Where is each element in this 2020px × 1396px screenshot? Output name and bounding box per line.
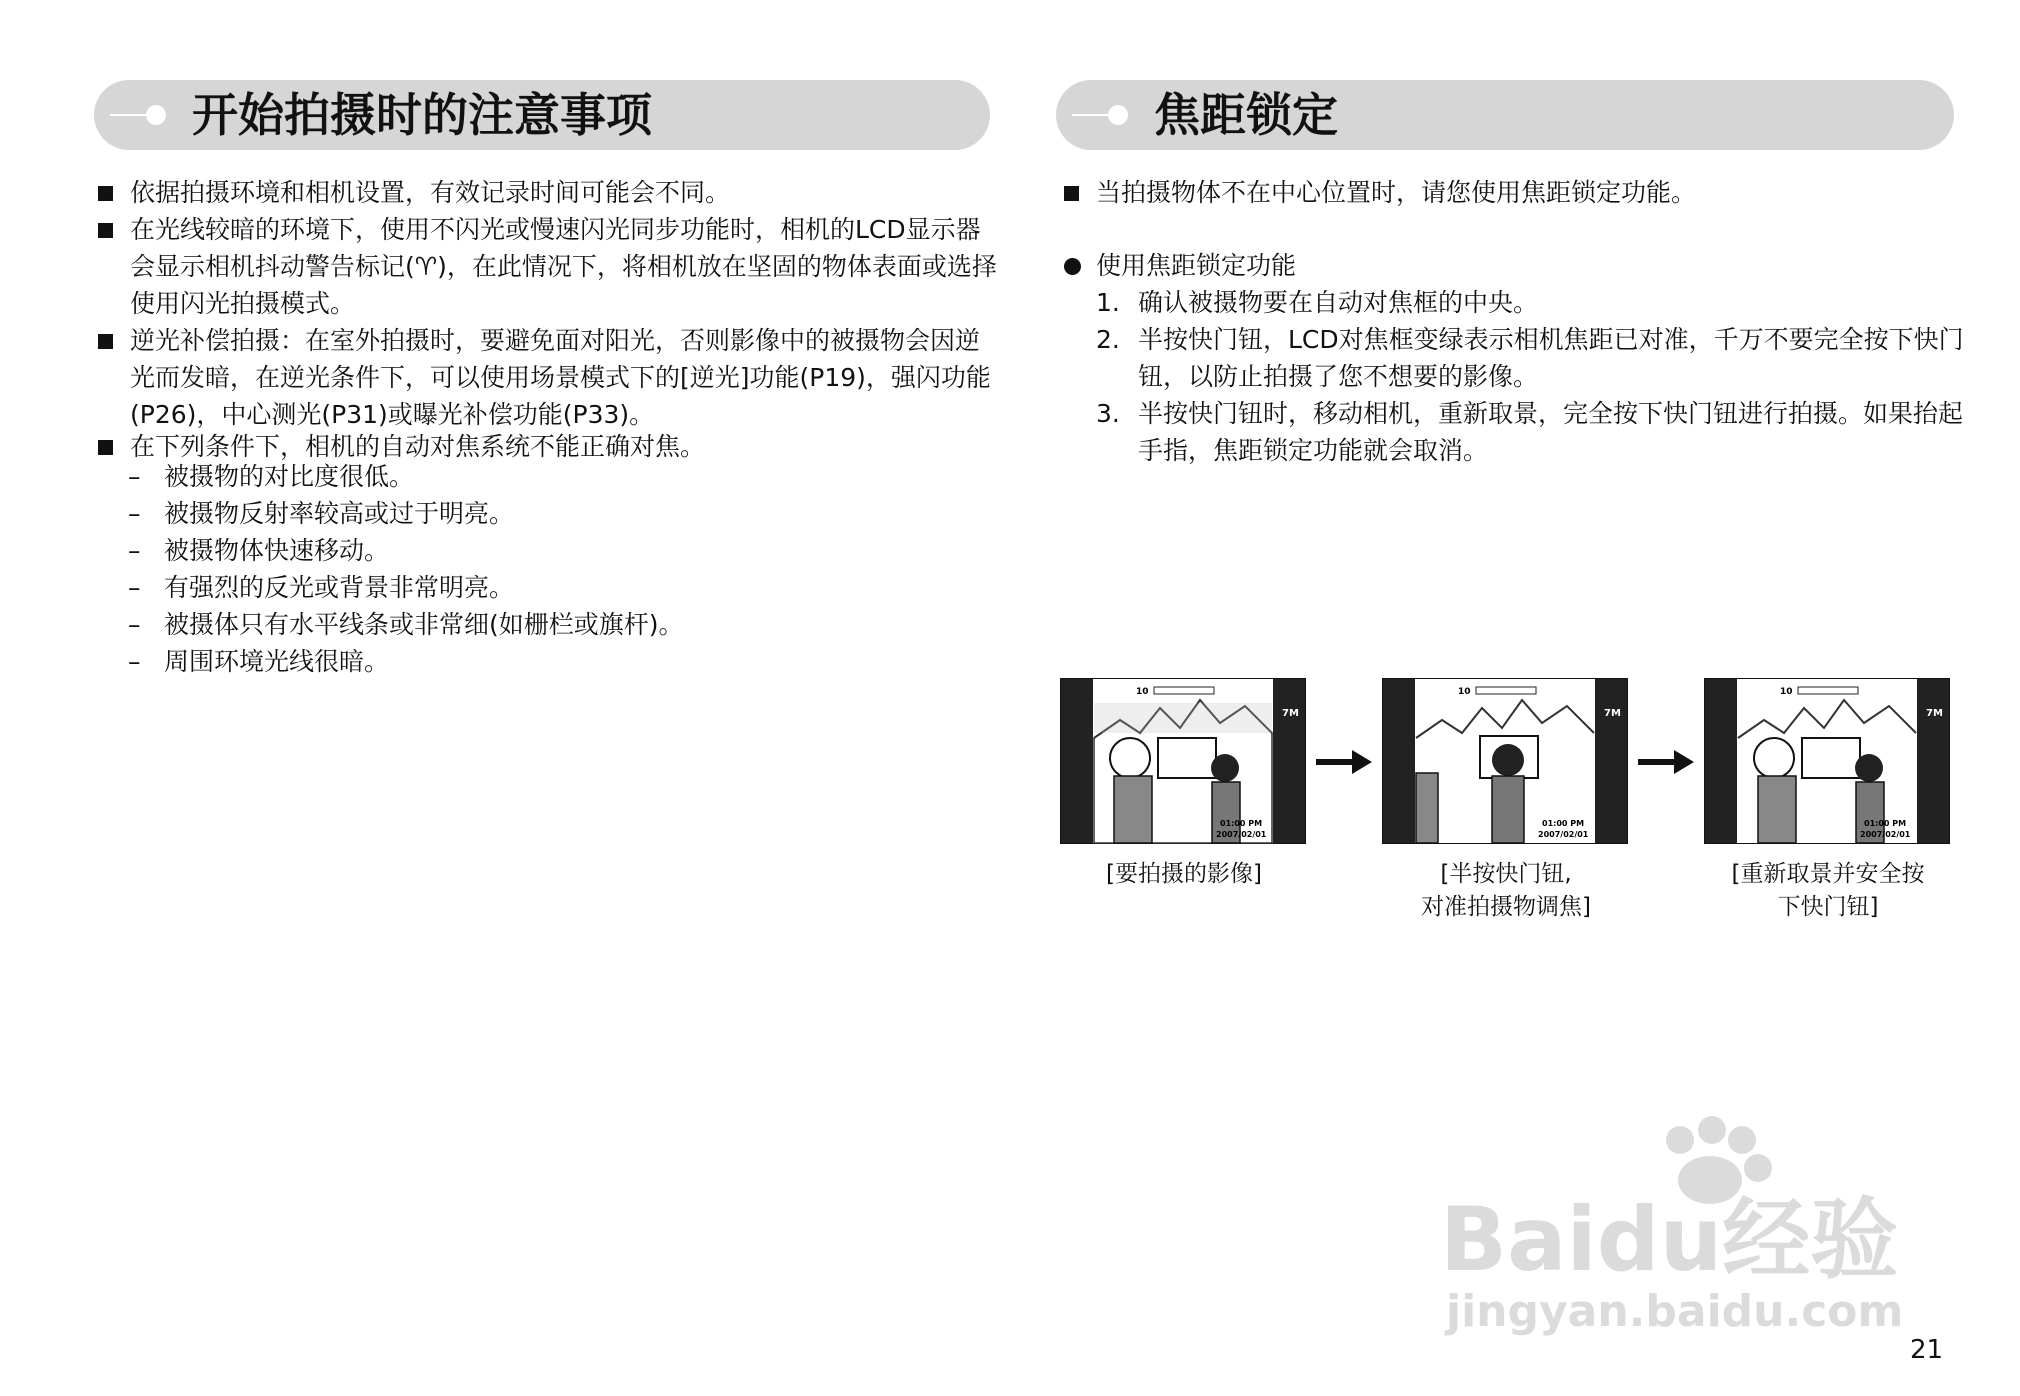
square-bullet-icon	[98, 334, 113, 349]
square-bullet-icon	[1064, 186, 1079, 201]
lcd-screen-1	[1060, 678, 1306, 844]
screen-caption-3: [重新取景并安全按 下快门钮]	[1731, 861, 1925, 920]
step-item: 3. 半按快门钮时，移动相机，重新取景，完全按下快门钮进行拍摄。如果抬起手指，焦距锁定功能就会取消。	[1096, 399, 1964, 465]
baidu-watermark	[1440, 1100, 1950, 1340]
time-label: 01:00 PM	[1542, 819, 1585, 828]
paw-logo-icon	[1440, 1100, 1950, 1340]
how-to-title: 使用焦距锁定功能	[1096, 251, 1297, 280]
image-size: 7M	[1926, 708, 1943, 719]
right-arrow-icon	[1638, 750, 1694, 774]
left-section-header	[94, 80, 990, 150]
steps-list	[1096, 284, 1966, 469]
note-text: 在下列条件下，相机的自动对焦系统不能正确对焦。	[130, 432, 706, 461]
step-item: 1. 确认被摄物要在自动对焦框的中央。	[1096, 288, 1539, 317]
step-item: 2. 半按快门钮，LCD对焦框变绿表示相机焦距已对准，千万不要完全按下快门钮，以防止拍摄了您不想要的影像。	[1096, 325, 1964, 391]
intro-paragraph	[1064, 174, 1964, 211]
date-label: 2007/02/01	[1860, 830, 1911, 839]
watermark-brand: Baidu经验	[1440, 1188, 1899, 1291]
header-line-decoration	[1072, 114, 1112, 116]
note-text: 依据拍摄环境和相机设置，有效记录时间可能会不同。	[130, 178, 731, 207]
square-bullet-icon	[98, 186, 113, 201]
screen-caption-1: [要拍摄的影像]	[1106, 861, 1262, 887]
image-size: 7M	[1604, 708, 1621, 719]
shots-remaining: 10	[1136, 687, 1149, 697]
square-bullet-icon	[98, 440, 113, 455]
note-paragraph	[98, 174, 998, 211]
right-section-header	[1056, 80, 1954, 150]
right-arrow-icon	[1316, 750, 1372, 774]
note-paragraph	[98, 322, 998, 433]
date-label: 2007/02/01	[1538, 830, 1589, 839]
header-line-decoration	[110, 114, 150, 116]
right-section-title: 焦距锁定	[1154, 88, 1338, 142]
image-size: 7M	[1282, 708, 1299, 719]
note-text: 在光线较暗的环境下，使用不闪光或慢速闪光同步功能时，相机的LCD显示器会显示相机抖动警告标记(♈)，在此情况下，将相机放在坚固的物体表面或选择使用闪光拍摄模式。	[130, 215, 997, 318]
square-bullet-icon	[98, 223, 113, 238]
round-bullet-icon	[1064, 258, 1081, 275]
time-label: 01:00 PM	[1864, 819, 1907, 828]
time-label: 01:00 PM	[1220, 819, 1263, 828]
shots-remaining: 10	[1780, 687, 1793, 697]
date-label: 2007/02/01	[1216, 830, 1267, 839]
page-number: 21	[1910, 1335, 1944, 1365]
lcd-screen-2	[1382, 678, 1628, 844]
header-dot-icon	[1108, 105, 1128, 125]
how-to-heading	[1064, 247, 1964, 284]
note-text: 逆光补偿拍摄：在室外拍摄时，要避免面对阳光，否则影像中的被摄物会因逆光而发暗，在逆光条件下，可以使用场景模式下的[逆光]功能(P19)，强闪功能(P26)，中心测光(P31)或曝光补偿功能(P33)。	[130, 326, 991, 429]
lcd-screen-3	[1704, 678, 1950, 844]
screen-caption-2: [半按快门钮, 对准拍摄物调焦]	[1421, 861, 1591, 920]
left-section-title: 开始拍摄时的注意事项	[192, 88, 652, 142]
watermark-url: jingyan.baidu.com	[1446, 1286, 1904, 1337]
shots-remaining: 10	[1458, 687, 1471, 697]
intro-text: 当拍摄物体不在中心位置时，请您使用焦距锁定功能。	[1096, 178, 1697, 207]
note-paragraph	[98, 211, 998, 322]
header-dot-icon	[146, 105, 166, 125]
